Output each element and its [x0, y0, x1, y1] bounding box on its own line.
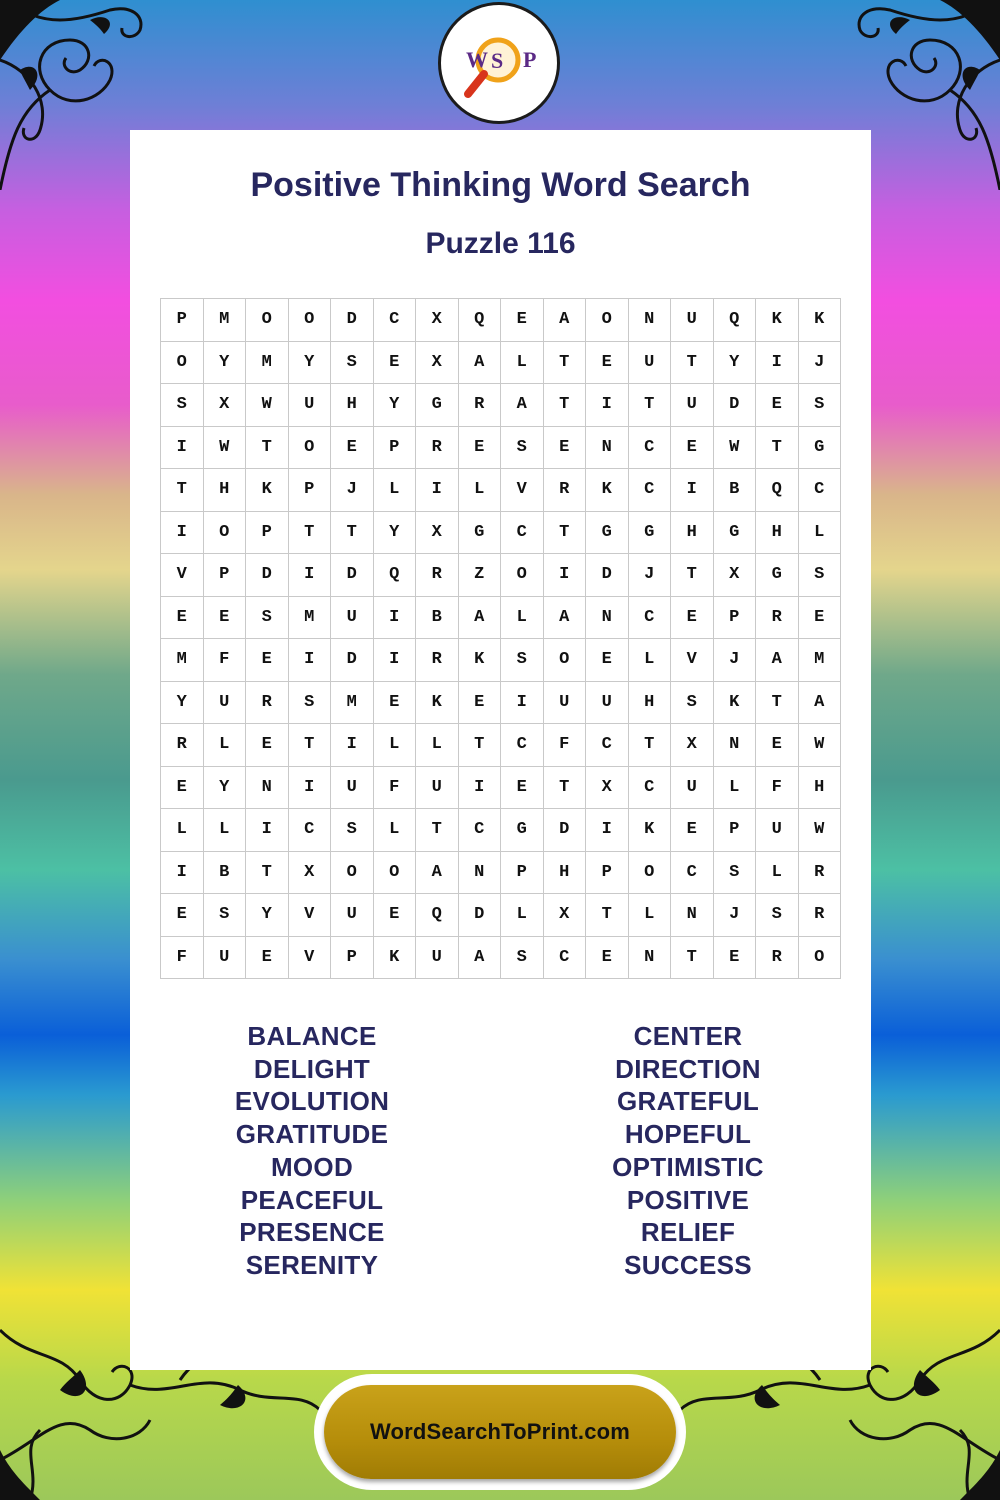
- grid-cell[interactable]: Y: [204, 342, 247, 385]
- grid-cell[interactable]: I: [331, 724, 374, 767]
- grid-cell[interactable]: E: [671, 597, 714, 640]
- grid-cell[interactable]: E: [544, 427, 587, 470]
- word-list-item: POSITIVE: [626, 1184, 750, 1215]
- grid-cell[interactable]: A: [799, 682, 842, 725]
- grid-cell[interactable]: T: [629, 724, 672, 767]
- grid-cell[interactable]: R: [416, 554, 459, 597]
- grid-cell[interactable]: N: [714, 724, 757, 767]
- grid-cell[interactable]: V: [501, 469, 544, 512]
- grid-cell[interactable]: Q: [756, 469, 799, 512]
- grid-cell[interactable]: R: [246, 682, 289, 725]
- grid-cell[interactable]: U: [416, 937, 459, 980]
- grid-cell[interactable]: C: [586, 724, 629, 767]
- grid-cell[interactable]: J: [714, 894, 757, 937]
- grid-cell[interactable]: T: [544, 342, 587, 385]
- grid-cell[interactable]: H: [629, 682, 672, 725]
- grid-cell[interactable]: I: [289, 554, 332, 597]
- grid-cell[interactable]: Y: [289, 342, 332, 385]
- grid-cell[interactable]: D: [331, 639, 374, 682]
- grid-cell[interactable]: N: [586, 597, 629, 640]
- grid-cell[interactable]: O: [204, 512, 247, 555]
- grid-cell[interactable]: O: [501, 554, 544, 597]
- grid-cell[interactable]: P: [246, 512, 289, 555]
- grid-cell[interactable]: U: [331, 894, 374, 937]
- grid-cell[interactable]: Q: [416, 894, 459, 937]
- grid-cell[interactable]: H: [799, 767, 842, 810]
- grid-cell[interactable]: L: [501, 597, 544, 640]
- grid-cell[interactable]: O: [544, 639, 587, 682]
- grid-cell[interactable]: I: [161, 852, 204, 895]
- grid-cell[interactable]: E: [331, 427, 374, 470]
- grid-cell[interactable]: C: [374, 299, 417, 342]
- grid-cell[interactable]: R: [799, 852, 842, 895]
- grid-cell[interactable]: K: [374, 937, 417, 980]
- puzzle-title: Positive Thinking Word Search: [250, 166, 751, 204]
- grid-cell[interactable]: U: [671, 384, 714, 427]
- grid-cell[interactable]: T: [671, 342, 714, 385]
- grid-cell[interactable]: S: [331, 342, 374, 385]
- grid-cell[interactable]: T: [544, 384, 587, 427]
- grid-cell[interactable]: Y: [374, 512, 417, 555]
- grid-cell[interactable]: D: [544, 809, 587, 852]
- grid-cell[interactable]: P: [501, 852, 544, 895]
- grid-cell[interactable]: E: [374, 894, 417, 937]
- grid-cell[interactable]: T: [671, 554, 714, 597]
- grid-cell[interactable]: L: [374, 809, 417, 852]
- grid-cell[interactable]: U: [331, 597, 374, 640]
- grid-cell[interactable]: U: [629, 342, 672, 385]
- grid-cell[interactable]: U: [416, 767, 459, 810]
- grid-cell[interactable]: Q: [714, 299, 757, 342]
- grid-cell[interactable]: I: [416, 469, 459, 512]
- grid-cell[interactable]: Z: [459, 554, 502, 597]
- grid-cell[interactable]: U: [671, 299, 714, 342]
- puzzle-number: Puzzle 116: [425, 227, 576, 260]
- magnifier-logo-icon: [444, 8, 554, 118]
- grid-cell[interactable]: W: [204, 427, 247, 470]
- grid-cell[interactable]: L: [204, 724, 247, 767]
- word-list-item: PRESENCE: [239, 1217, 385, 1248]
- grid-cell[interactable]: T: [756, 682, 799, 725]
- grid-cell[interactable]: B: [416, 597, 459, 640]
- grid-cell[interactable]: T: [756, 427, 799, 470]
- word-list-item: HOPEFUL: [624, 1119, 752, 1150]
- grid-cell[interactable]: T: [629, 384, 672, 427]
- grid-cell[interactable]: A: [544, 597, 587, 640]
- word-list-item: GRATEFUL: [616, 1086, 759, 1117]
- grid-cell[interactable]: L: [204, 809, 247, 852]
- grid-cell[interactable]: P: [374, 427, 417, 470]
- grid-cell[interactable]: L: [459, 469, 502, 512]
- grid-cell[interactable]: I: [246, 809, 289, 852]
- grid-cell[interactable]: E: [714, 937, 757, 980]
- grid-cell[interactable]: Q: [374, 554, 417, 597]
- grid-cell[interactable]: U: [756, 809, 799, 852]
- grid-cell[interactable]: G: [799, 427, 842, 470]
- grid-cell[interactable]: X: [416, 512, 459, 555]
- grid-cell[interactable]: T: [459, 724, 502, 767]
- grid-cell[interactable]: D: [459, 894, 502, 937]
- grid-cell[interactable]: H: [544, 852, 587, 895]
- grid-cell[interactable]: S: [501, 639, 544, 682]
- grid-cell[interactable]: L: [501, 342, 544, 385]
- grid-cell[interactable]: K: [756, 299, 799, 342]
- grid-cell[interactable]: L: [629, 639, 672, 682]
- grid-cell[interactable]: D: [246, 554, 289, 597]
- word-list-item: SERENITY: [245, 1249, 379, 1280]
- grid-cell[interactable]: T: [586, 894, 629, 937]
- grid-cell[interactable]: E: [246, 937, 289, 980]
- grid-cell[interactable]: G: [586, 512, 629, 555]
- grid-cell[interactable]: L: [374, 724, 417, 767]
- grid-cell[interactable]: I: [289, 639, 332, 682]
- grid-cell[interactable]: J: [331, 469, 374, 512]
- grid-cell[interactable]: S: [799, 384, 842, 427]
- grid-cell[interactable]: E: [459, 682, 502, 725]
- word-list-item: MOOD: [270, 1151, 354, 1182]
- grid-cell[interactable]: N: [629, 299, 672, 342]
- grid-cell[interactable]: R: [544, 469, 587, 512]
- grid-cell[interactable]: C: [629, 427, 672, 470]
- logo-letter-p: P: [523, 47, 537, 72]
- grid-cell[interactable]: L: [756, 852, 799, 895]
- grid-cell[interactable]: L: [161, 809, 204, 852]
- grid-cell[interactable]: E: [586, 639, 629, 682]
- grid-cell[interactable]: M: [289, 597, 332, 640]
- grid-cell[interactable]: I: [501, 682, 544, 725]
- grid-cell[interactable]: E: [671, 809, 714, 852]
- grid-cell[interactable]: E: [799, 597, 842, 640]
- grid-cell[interactable]: Q: [459, 299, 502, 342]
- grid-cell[interactable]: M: [331, 682, 374, 725]
- grid-cell[interactable]: M: [161, 639, 204, 682]
- grid-cell[interactable]: K: [459, 639, 502, 682]
- grid-cell[interactable]: R: [416, 639, 459, 682]
- grid-cell[interactable]: O: [331, 852, 374, 895]
- grid-cell[interactable]: O: [246, 299, 289, 342]
- grid-cell[interactable]: D: [586, 554, 629, 597]
- grid-cell[interactable]: J: [629, 554, 672, 597]
- grid-cell[interactable]: X: [204, 384, 247, 427]
- grid-cell[interactable]: R: [416, 427, 459, 470]
- grid-cell[interactable]: E: [671, 427, 714, 470]
- website-link-button[interactable]: WordSearchToPrint.com: [324, 1385, 676, 1479]
- grid-cell[interactable]: I: [586, 809, 629, 852]
- grid-cell[interactable]: E: [756, 724, 799, 767]
- word-list-item: BALANCE: [247, 1021, 377, 1051]
- grid-cell[interactable]: X: [289, 852, 332, 895]
- grid-cell[interactable]: E: [161, 767, 204, 810]
- grid-cell[interactable]: Y: [374, 384, 417, 427]
- grid-cell[interactable]: S: [501, 937, 544, 980]
- grid-cell[interactable]: K: [799, 299, 842, 342]
- grid-cell[interactable]: F: [161, 937, 204, 980]
- grid-cell[interactable]: E: [459, 427, 502, 470]
- grid-cell[interactable]: E: [501, 299, 544, 342]
- corner-flourish-top-right: [850, 0, 1000, 190]
- grid-cell[interactable]: M: [799, 639, 842, 682]
- grid-cell[interactable]: I: [586, 384, 629, 427]
- grid-cell[interactable]: U: [331, 767, 374, 810]
- grid-cell[interactable]: E: [586, 937, 629, 980]
- grid-cell[interactable]: R: [756, 597, 799, 640]
- wsp-logo[interactable]: [438, 2, 560, 124]
- letter-grid[interactable]: [160, 298, 841, 979]
- grid-cell[interactable]: I: [374, 639, 417, 682]
- grid-cell[interactable]: G: [756, 554, 799, 597]
- grid-cell[interactable]: S: [714, 852, 757, 895]
- grid-cell[interactable]: C: [629, 767, 672, 810]
- grid-cell[interactable]: R: [756, 937, 799, 980]
- grid-cell[interactable]: I: [756, 342, 799, 385]
- grid-cell[interactable]: P: [331, 937, 374, 980]
- grid-cell[interactable]: D: [331, 554, 374, 597]
- grid-cell[interactable]: I: [161, 512, 204, 555]
- corner-flourish-top-left: [0, 0, 150, 190]
- grid-cell[interactable]: W: [799, 724, 842, 767]
- word-list-item: PEACEFUL: [240, 1184, 384, 1215]
- grid-cell[interactable]: A: [459, 937, 502, 980]
- grid-cell[interactable]: O: [374, 852, 417, 895]
- grid-cell[interactable]: D: [714, 384, 757, 427]
- grid-cell[interactable]: N: [246, 767, 289, 810]
- grid-cell[interactable]: H: [331, 384, 374, 427]
- grid-cell[interactable]: G: [629, 512, 672, 555]
- word-list-item: OPTIMISTIC: [612, 1151, 764, 1182]
- grid-cell[interactable]: X: [416, 299, 459, 342]
- grid-cell[interactable]: N: [671, 894, 714, 937]
- grid-cell[interactable]: Y: [714, 342, 757, 385]
- grid-cell[interactable]: W: [799, 809, 842, 852]
- grid-cell[interactable]: H: [671, 512, 714, 555]
- grid-cell[interactable]: P: [586, 852, 629, 895]
- logo-letter-w: W: [466, 47, 488, 72]
- grid-cell[interactable]: C: [501, 512, 544, 555]
- grid-cell[interactable]: X: [671, 724, 714, 767]
- grid-cell[interactable]: I: [374, 597, 417, 640]
- grid-cell[interactable]: J: [799, 342, 842, 385]
- grid-cell[interactable]: T: [331, 512, 374, 555]
- grid-cell[interactable]: K: [586, 469, 629, 512]
- grid-cell[interactable]: E: [501, 767, 544, 810]
- grid-cell[interactable]: F: [544, 724, 587, 767]
- grid-cell[interactable]: K: [246, 469, 289, 512]
- grid-cell[interactable]: L: [629, 894, 672, 937]
- word-list-item: GRATITUDE: [235, 1119, 389, 1150]
- grid-cell[interactable]: V: [289, 937, 332, 980]
- grid-cell[interactable]: C: [629, 469, 672, 512]
- grid-cell[interactable]: E: [374, 682, 417, 725]
- grid-cell[interactable]: Y: [204, 767, 247, 810]
- grid-cell[interactable]: C: [799, 469, 842, 512]
- grid-cell[interactable]: P: [204, 554, 247, 597]
- word-list-item: CENTER: [633, 1021, 743, 1051]
- grid-cell[interactable]: H: [204, 469, 247, 512]
- grid-cell[interactable]: V: [671, 639, 714, 682]
- grid-cell[interactable]: P: [714, 597, 757, 640]
- grid-cell[interactable]: V: [161, 554, 204, 597]
- grid-cell[interactable]: B: [714, 469, 757, 512]
- grid-cell[interactable]: O: [289, 299, 332, 342]
- grid-cell[interactable]: O: [586, 299, 629, 342]
- grid-cell[interactable]: T: [289, 724, 332, 767]
- word-list-item: DIRECTION: [615, 1053, 761, 1084]
- grid-cell[interactable]: W: [246, 384, 289, 427]
- grid-cell[interactable]: K: [714, 682, 757, 725]
- word-list-item: SUCCESS: [624, 1249, 752, 1280]
- grid-cell[interactable]: U: [586, 682, 629, 725]
- grid-cell[interactable]: T: [544, 512, 587, 555]
- grid-cell[interactable]: Y: [246, 894, 289, 937]
- puzzle-panel: [130, 130, 871, 1370]
- word-list-right-column: [538, 1020, 838, 1282]
- grid-cell[interactable]: I: [459, 767, 502, 810]
- grid-cell[interactable]: L: [714, 767, 757, 810]
- grid-cell[interactable]: M: [246, 342, 289, 385]
- grid-cell[interactable]: G: [714, 512, 757, 555]
- grid-cell[interactable]: C: [459, 809, 502, 852]
- grid-cell[interactable]: S: [331, 809, 374, 852]
- grid-cell[interactable]: V: [289, 894, 332, 937]
- grid-cell[interactable]: E: [586, 342, 629, 385]
- grid-cell[interactable]: E: [374, 342, 417, 385]
- grid-cell[interactable]: J: [714, 639, 757, 682]
- word-list-item: DELIGHT: [253, 1053, 371, 1084]
- grid-cell[interactable]: A: [544, 299, 587, 342]
- grid-cell[interactable]: S: [204, 894, 247, 937]
- grid-cell[interactable]: C: [629, 597, 672, 640]
- grid-cell[interactable]: E: [756, 384, 799, 427]
- grid-cell[interactable]: Y: [161, 682, 204, 725]
- grid-cell[interactable]: R: [799, 894, 842, 937]
- grid-cell[interactable]: S: [799, 554, 842, 597]
- grid-cell[interactable]: E: [204, 597, 247, 640]
- grid-cell[interactable]: L: [416, 724, 459, 767]
- grid-cell[interactable]: T: [544, 767, 587, 810]
- grid-cell[interactable]: X: [544, 894, 587, 937]
- grid-cell[interactable]: T: [161, 469, 204, 512]
- grid-cell[interactable]: G: [416, 384, 459, 427]
- grid-cell[interactable]: R: [459, 384, 502, 427]
- grid-cell[interactable]: U: [204, 682, 247, 725]
- word-list-item: EVOLUTION: [234, 1086, 390, 1117]
- grid-cell[interactable]: A: [501, 384, 544, 427]
- grid-cell[interactable]: G: [459, 512, 502, 555]
- grid-cell[interactable]: F: [756, 767, 799, 810]
- grid-cell[interactable]: C: [501, 724, 544, 767]
- grid-cell[interactable]: S: [161, 384, 204, 427]
- grid-cell[interactable]: N: [586, 427, 629, 470]
- grid-cell[interactable]: C: [289, 809, 332, 852]
- grid-cell[interactable]: M: [204, 299, 247, 342]
- grid-cell[interactable]: S: [671, 682, 714, 725]
- grid-cell[interactable]: L: [799, 512, 842, 555]
- grid-cell[interactable]: R: [161, 724, 204, 767]
- grid-cell[interactable]: O: [161, 342, 204, 385]
- grid-cell[interactable]: C: [544, 937, 587, 980]
- grid-cell[interactable]: E: [246, 639, 289, 682]
- grid-cell[interactable]: O: [629, 852, 672, 895]
- grid-cell[interactable]: A: [459, 597, 502, 640]
- grid-cell[interactable]: I: [544, 554, 587, 597]
- grid-cell[interactable]: I: [671, 469, 714, 512]
- grid-cell[interactable]: N: [459, 852, 502, 895]
- grid-cell[interactable]: A: [416, 852, 459, 895]
- grid-cell[interactable]: N: [629, 937, 672, 980]
- grid-cell[interactable]: G: [501, 809, 544, 852]
- grid-cell[interactable]: K: [416, 682, 459, 725]
- grid-cell[interactable]: P: [161, 299, 204, 342]
- grid-cell[interactable]: E: [161, 894, 204, 937]
- grid-cell[interactable]: U: [544, 682, 587, 725]
- grid-cell[interactable]: U: [289, 384, 332, 427]
- grid-cell[interactable]: O: [289, 427, 332, 470]
- grid-cell[interactable]: A: [756, 639, 799, 682]
- grid-cell[interactable]: U: [671, 767, 714, 810]
- grid-cell[interactable]: X: [714, 554, 757, 597]
- grid-cell[interactable]: A: [459, 342, 502, 385]
- grid-cell[interactable]: T: [416, 809, 459, 852]
- grid-cell[interactable]: X: [586, 767, 629, 810]
- grid-cell[interactable]: S: [501, 427, 544, 470]
- grid-cell[interactable]: L: [501, 894, 544, 937]
- grid-cell[interactable]: S: [246, 597, 289, 640]
- grid-cell[interactable]: E: [246, 724, 289, 767]
- grid-cell[interactable]: C: [671, 852, 714, 895]
- grid-cell[interactable]: I: [289, 767, 332, 810]
- grid-cell[interactable]: T: [246, 427, 289, 470]
- word-list-left-column: [162, 1020, 462, 1282]
- grid-cell[interactable]: I: [161, 427, 204, 470]
- grid-cell[interactable]: B: [204, 852, 247, 895]
- grid-cell[interactable]: L: [374, 469, 417, 512]
- grid-cell[interactable]: O: [799, 937, 842, 980]
- grid-cell[interactable]: P: [289, 469, 332, 512]
- grid-cell[interactable]: F: [374, 767, 417, 810]
- grid-cell[interactable]: S: [289, 682, 332, 725]
- grid-cell[interactable]: S: [756, 894, 799, 937]
- logo-letter-s: S: [491, 48, 504, 73]
- grid-cell[interactable]: U: [204, 937, 247, 980]
- grid-cell[interactable]: E: [161, 597, 204, 640]
- grid-cell[interactable]: W: [714, 427, 757, 470]
- grid-cell[interactable]: X: [416, 342, 459, 385]
- word-list-item: RELIEF: [640, 1217, 736, 1248]
- grid-cell[interactable]: D: [331, 299, 374, 342]
- grid-cell[interactable]: K: [629, 809, 672, 852]
- grid-cell[interactable]: H: [756, 512, 799, 555]
- grid-cell[interactable]: T: [289, 512, 332, 555]
- grid-cell[interactable]: F: [204, 639, 247, 682]
- grid-cell[interactable]: T: [246, 852, 289, 895]
- grid-cell[interactable]: T: [671, 937, 714, 980]
- grid-cell[interactable]: P: [714, 809, 757, 852]
